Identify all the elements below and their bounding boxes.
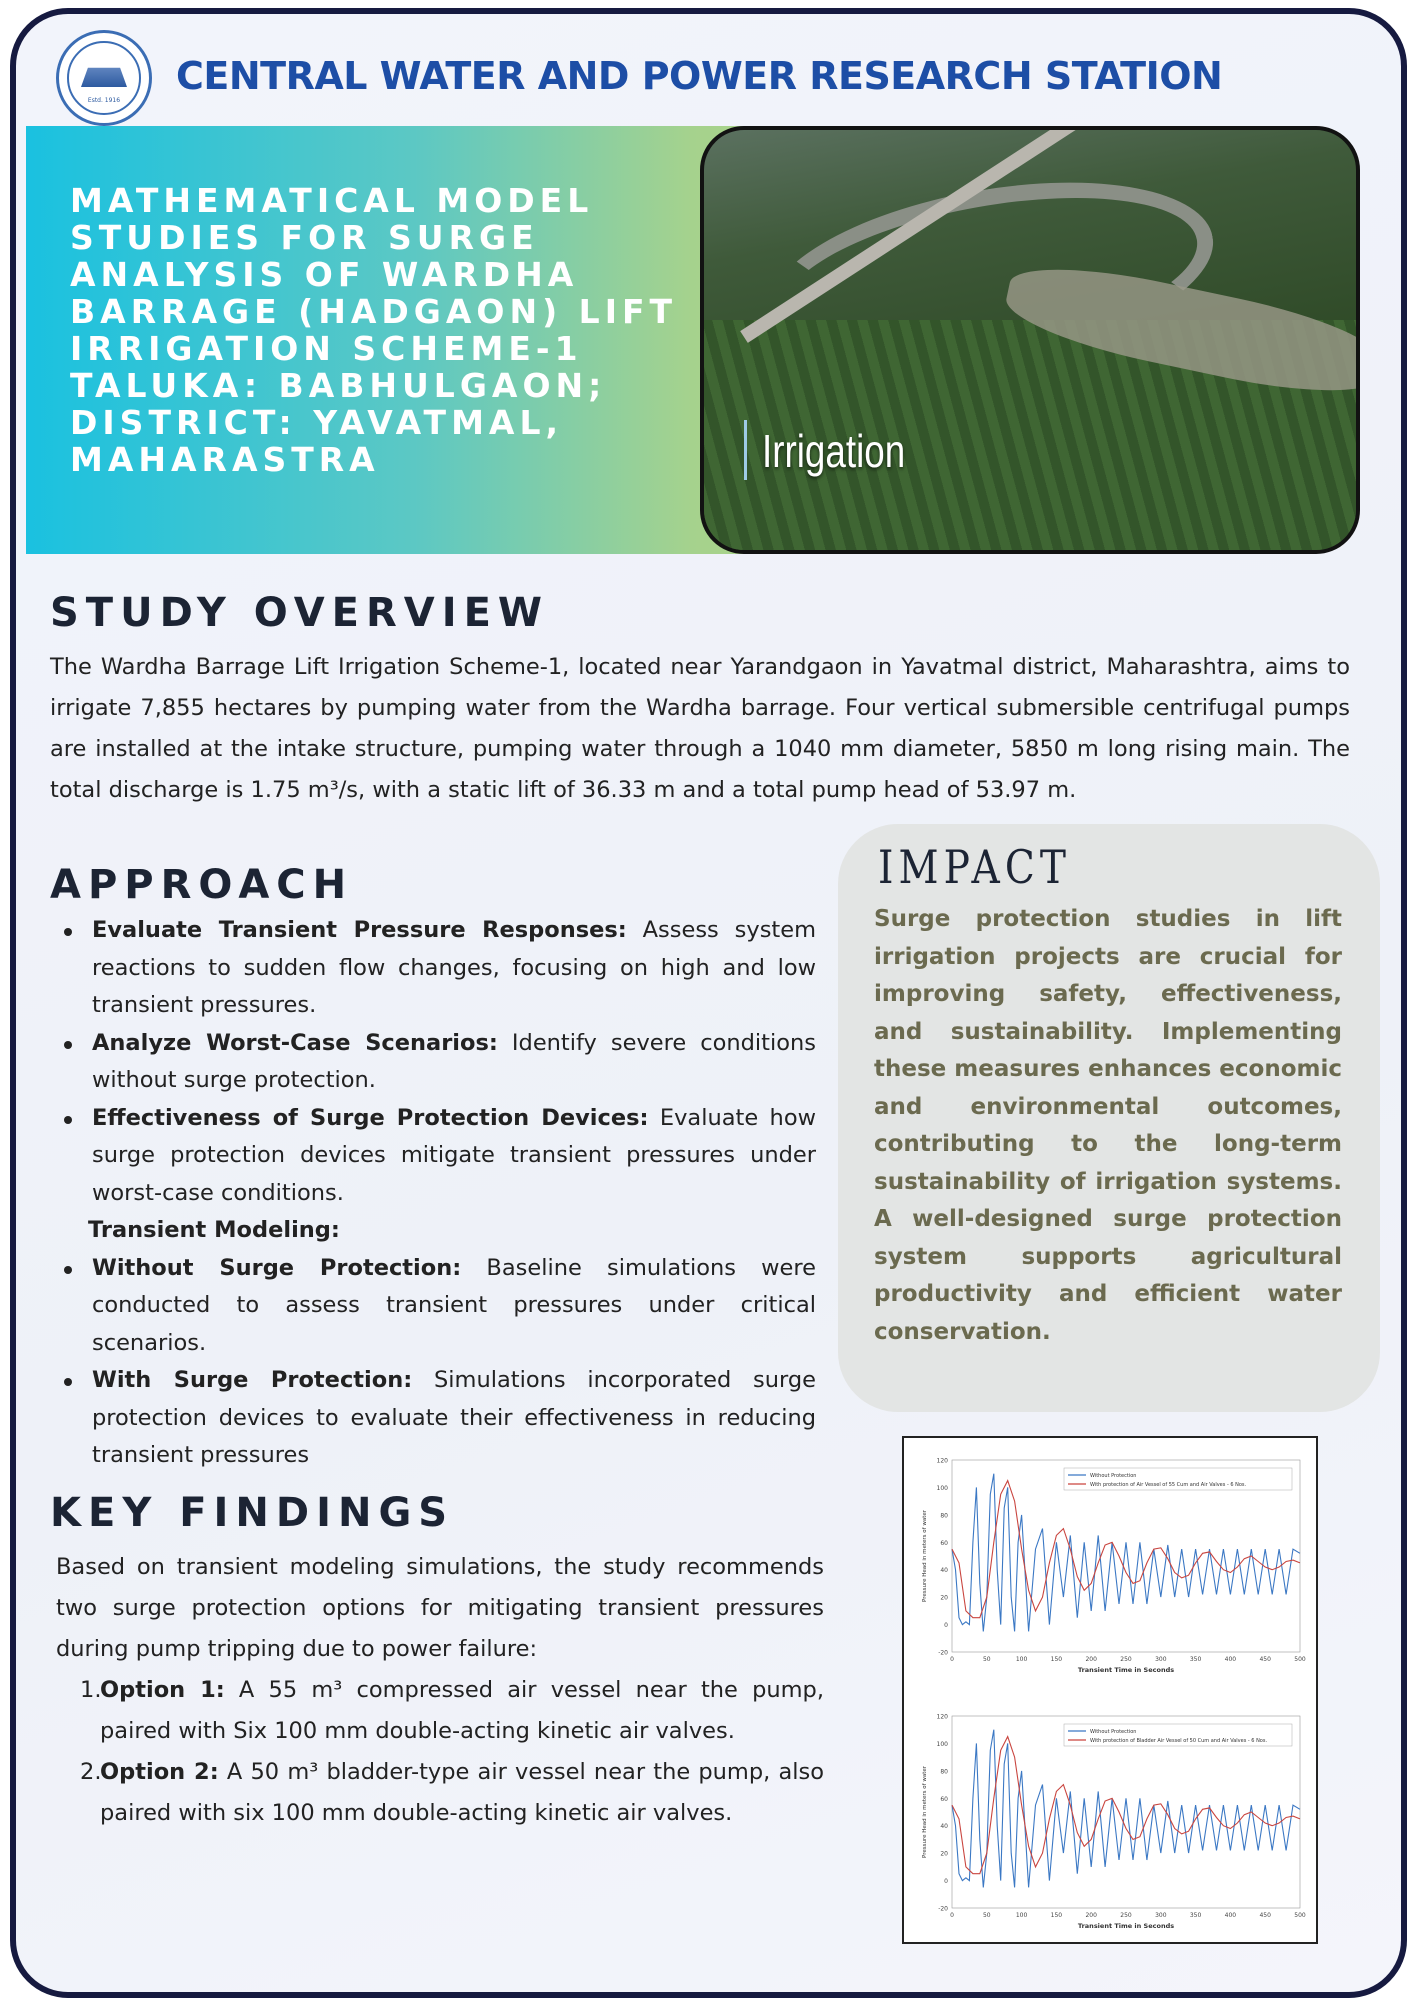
y-axis-label: Pressure Head in meters of water [922, 1509, 928, 1603]
x-axis-label: Transient Time in Seconds [1077, 1666, 1175, 1674]
cwprs-logo [56, 30, 152, 126]
option-title: Option 2: [100, 1759, 219, 1785]
x-tick-label: 500 [1294, 1656, 1306, 1663]
finding-option [56, 1752, 824, 1834]
x-tick-label: 450 [1259, 1656, 1271, 1663]
x-tick-label: 50 [982, 1656, 991, 1663]
organization-title: CENTRAL WATER AND POWER RESEARCH STATION [176, 54, 1223, 98]
approach-item [54, 1025, 816, 1100]
x-tick-label: 450 [1259, 1912, 1271, 1919]
x-tick-label: 300 [1155, 1912, 1167, 1919]
approach-item [54, 1362, 816, 1475]
chart-svg [912, 1708, 1310, 1940]
y-tick-label: 20 [940, 1850, 948, 1858]
x-tick-label: 400 [1224, 1912, 1237, 1919]
approach-item-text: Identify severe conditions without surge protection. [92, 1029, 816, 1093]
y-tick-label: 120 [936, 1713, 948, 1721]
x-tick-label: 300 [1155, 1656, 1167, 1663]
x-tick-label: 500 [1294, 1912, 1306, 1919]
option-title: Option 1: [100, 1677, 225, 1703]
findings-body [56, 1547, 824, 1834]
x-tick-label: 0 [950, 1912, 954, 1919]
overview-heading: STUDY OVERVIEW [50, 590, 550, 636]
approach-item [54, 912, 816, 1025]
approach-item [54, 1100, 816, 1213]
y-tick-label: 0 [944, 1622, 948, 1630]
findings-heading: KEY FINDINGS [50, 1490, 455, 1536]
approach-item-title: Without Surge Protection: [92, 1254, 462, 1281]
surge-chart-option-1 [912, 1452, 1310, 1684]
x-axis-label: Transient Time in Seconds [1077, 1922, 1175, 1930]
y-tick-label: 40 [940, 1823, 948, 1831]
x-tick-label: 150 [1050, 1912, 1063, 1919]
findings-intro: Based on transient modeling simulations, the study recommends two surge protection options for mitigating transient pressures during pump tripping due to power failure: [56, 1554, 824, 1662]
y-tick-label: 120 [936, 1457, 948, 1465]
y-tick-label: 100 [936, 1484, 948, 1492]
finding-option [56, 1670, 824, 1752]
approach-list [54, 912, 816, 1475]
approach-item-title: Effectiveness of Surge Protection Devices: [92, 1104, 649, 1131]
approach-heading: APPROACH [50, 862, 354, 908]
option-number: 2. [80, 1759, 102, 1785]
legend-label: With protection of Bladder Air Vessel of 50 Cum and Air Valves - 6 Nos. [1090, 1738, 1268, 1744]
impact-text: Surge protection studies in lift irrigation projects are crucial for improving safety, effectiveness, and sustainability. Implementing these measures enhances economic and environmental outcomes, contributing to the long-term sustainability of irrigation systems. A well-designed surge protection system supports agricultural productivity and efficient water conservation. [874, 906, 1342, 1345]
impact-heading: IMPACT [878, 840, 1072, 894]
surge-chart-option-2 [912, 1708, 1310, 1940]
approach-item-title: With Surge Protection: [92, 1367, 413, 1393]
y-tick-label: 40 [940, 1567, 948, 1575]
poster-title: MATHEMATICAL MODEL STUDIES FOR SURGE ANALYSIS OF WARDHA BARRAGE (HADGAON) LIFT IRRIGATION SCHEME-1 TALUKA: BABHULGAON; DISTRICT: YAVATMAL, MAHARASTRA [70, 181, 678, 479]
legend-label: Without Protection [1090, 1473, 1137, 1479]
approach-item-text: Baseline simulations were conducted to assess transient pressures under critical scenarios. [92, 1254, 816, 1356]
x-tick-label: 350 [1189, 1912, 1202, 1919]
legend-label: Without Protection [1090, 1729, 1137, 1735]
y-tick-label: 20 [940, 1594, 948, 1602]
x-tick-label: 250 [1120, 1912, 1132, 1919]
y-tick-label: 60 [940, 1539, 948, 1547]
approach-item-title: Analyze Worst-Case Scenarios: [92, 1029, 498, 1056]
transient-modeling-subheading: Transient Modeling: [88, 1217, 340, 1243]
approach-item-text: Assess system reactions to sudden flow changes, focusing on high and low transient pressures. [92, 917, 816, 1018]
y-tick-label: 80 [940, 1512, 948, 1520]
x-tick-label: 100 [1015, 1656, 1028, 1663]
y-tick-label: -20 [938, 1649, 948, 1657]
y-tick-label: 80 [940, 1768, 948, 1776]
y-tick-label: 0 [944, 1878, 948, 1886]
x-tick-label: 400 [1224, 1656, 1237, 1663]
x-tick-label: 150 [1050, 1656, 1063, 1663]
y-tick-label: -20 [938, 1905, 948, 1913]
overview-text: The Wardha Barrage Lift Irrigation Scheme-1, located near Yarandgaon in Yavatmal district, Maharashtra, aims to irrigate 7,855 hectares by pumping water from the Wardha barrage. Four vertical submersible centrifugal pumps are installed at the intake structure, pumping water through a 1040 mm diameter, 5850 m long rising main. The total discharge is 1.75 m³/s, with a static lift of 36.33 m and a total pump head of 53.97 m. [50, 654, 1350, 803]
y-axis-label: Pressure Head in meters of water [922, 1765, 928, 1859]
approach-item-text: Evaluate how surge protection devices mitigate transient pressures under worst-case conditions. [92, 1104, 816, 1206]
photo-caption: Irrigation [762, 425, 906, 477]
chart-svg [912, 1452, 1310, 1684]
x-tick-label: 350 [1189, 1656, 1202, 1663]
approach-item-text: Simulations incorporated surge protection devices to evaluate their effectiveness in reducing transient pressures [92, 1367, 816, 1468]
caption-bar [744, 420, 747, 480]
option-text: A 55 m³ compressed air vessel near the pump, paired with Six 100 mm double-acting kinetic air valves. [100, 1677, 824, 1744]
x-tick-label: 0 [950, 1656, 954, 1663]
x-tick-label: 250 [1120, 1656, 1132, 1663]
legend-label: With protection of Air Vessel of 55 Cum and Air Valves - 6 Nos. [1090, 1482, 1247, 1488]
option-text: A 50 m³ bladder-type air vessel near the pump, also paired with six 100 mm double-acting kinetic air valves. [100, 1759, 824, 1826]
x-tick-label: 200 [1085, 1656, 1097, 1663]
x-tick-label: 50 [982, 1912, 991, 1919]
x-tick-label: 100 [1015, 1912, 1028, 1919]
x-tick-label: 200 [1085, 1912, 1097, 1919]
approach-item-title: Evaluate Transient Pressure Responses: [92, 917, 627, 943]
surge-charts-panel [902, 1436, 1318, 1944]
logo-est-text: Estd. 1916 [87, 97, 121, 104]
barrage-photo [700, 126, 1360, 554]
approach-item [54, 1250, 816, 1363]
y-tick-label: 60 [940, 1795, 948, 1803]
option-number: 1. [80, 1677, 102, 1703]
y-tick-label: 100 [936, 1740, 948, 1748]
